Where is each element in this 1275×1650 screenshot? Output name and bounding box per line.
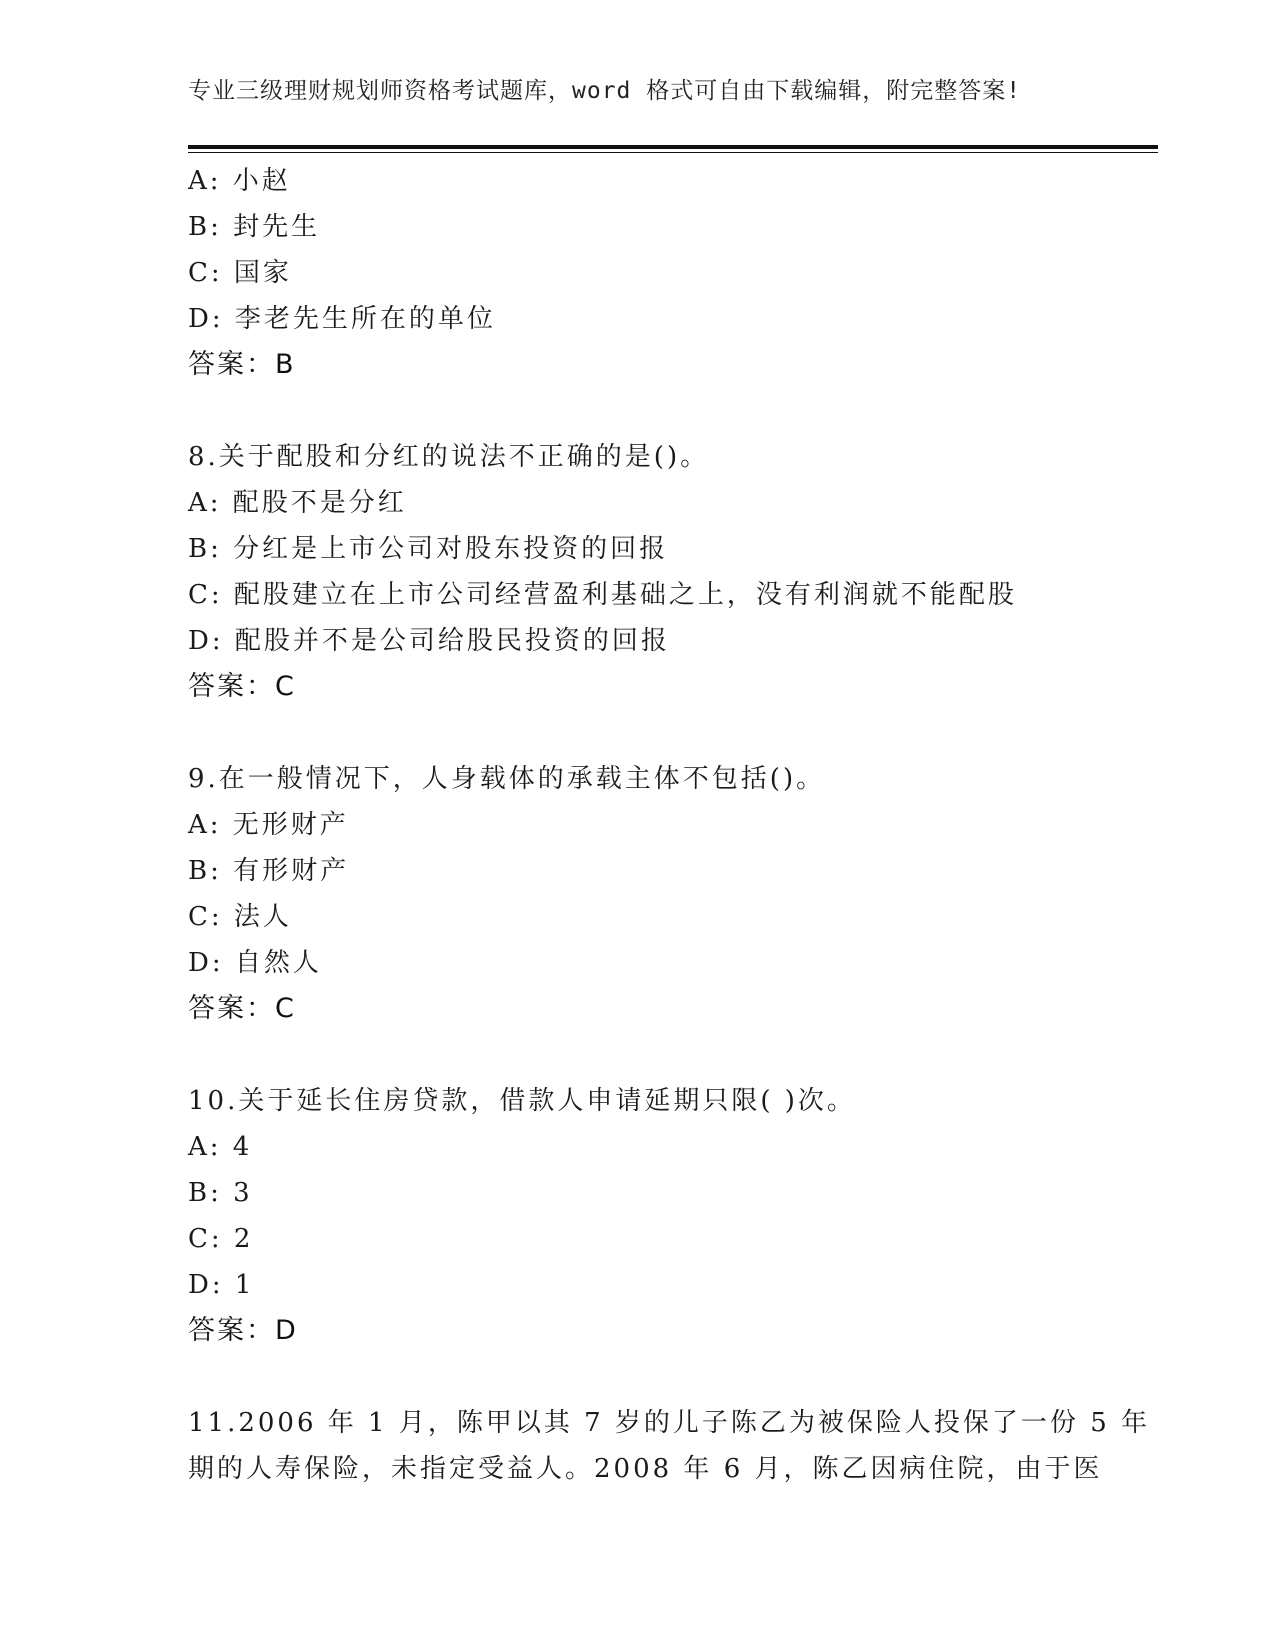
option-b: B: 分红是上市公司对股东投资的回报 <box>188 534 669 564</box>
question-text-line-1: 11.2006 年 1 月，陈甲以其 7 岁的儿子陈乙为被保险人投保了一份 5 年 <box>188 1408 1150 1438</box>
option-a: A: 无形财产 <box>188 810 349 840</box>
option-c: C: 法人 <box>188 902 292 932</box>
question-7 <box>188 158 1168 388</box>
option-b: B: 3 <box>188 1178 253 1208</box>
option-a: A: 4 <box>188 1132 253 1162</box>
option-c: C: 配股建立在上市公司经营盈利基础之上，没有利润就不能配股 <box>188 580 1017 610</box>
option-b: B: 封先生 <box>188 212 321 242</box>
question-10 <box>188 1078 1168 1354</box>
question-11 <box>188 1400 1168 1492</box>
header-rule-thick <box>188 145 1158 149</box>
header-rule-thin <box>188 152 1158 153</box>
option-c: C: 国家 <box>188 258 292 288</box>
option-a: A: 配股不是分红 <box>188 488 407 518</box>
question-list <box>188 158 1168 1492</box>
question-text: 9.在一般情况下，人身载体的承载主体不包括()。 <box>188 764 826 794</box>
answer: 答案：C <box>188 993 296 1024</box>
answer: 答案：B <box>188 349 296 380</box>
answer: 答案：D <box>188 1315 298 1346</box>
option-d: D: 1 <box>188 1270 255 1300</box>
answer: 答案：C <box>188 671 296 702</box>
option-a: A: 小赵 <box>188 166 291 196</box>
question-text-line-2: 期的人寿保险，未指定受益人。2008 年 6 月，陈乙因病住院，由于医 <box>188 1454 1103 1484</box>
question-9 <box>188 756 1168 1032</box>
page-header: 专业三级理财规划师资格考试题库，word 格式可自由下载编辑，附完整答案! <box>188 78 1022 104</box>
question-text: 8.关于配股和分红的说法不正确的是()。 <box>188 442 710 472</box>
option-b: B: 有形财产 <box>188 856 350 886</box>
option-d: D: 配股并不是公司给股民投资的回报 <box>188 626 670 656</box>
question-8 <box>188 434 1168 710</box>
question-text: 10.关于延长住房贷款，借款人申请延期只限( )次。 <box>188 1086 856 1116</box>
option-d: D: 自然人 <box>188 948 322 978</box>
option-c: C: 2 <box>188 1224 254 1254</box>
option-d: D: 李老先生所在的单位 <box>188 304 496 334</box>
